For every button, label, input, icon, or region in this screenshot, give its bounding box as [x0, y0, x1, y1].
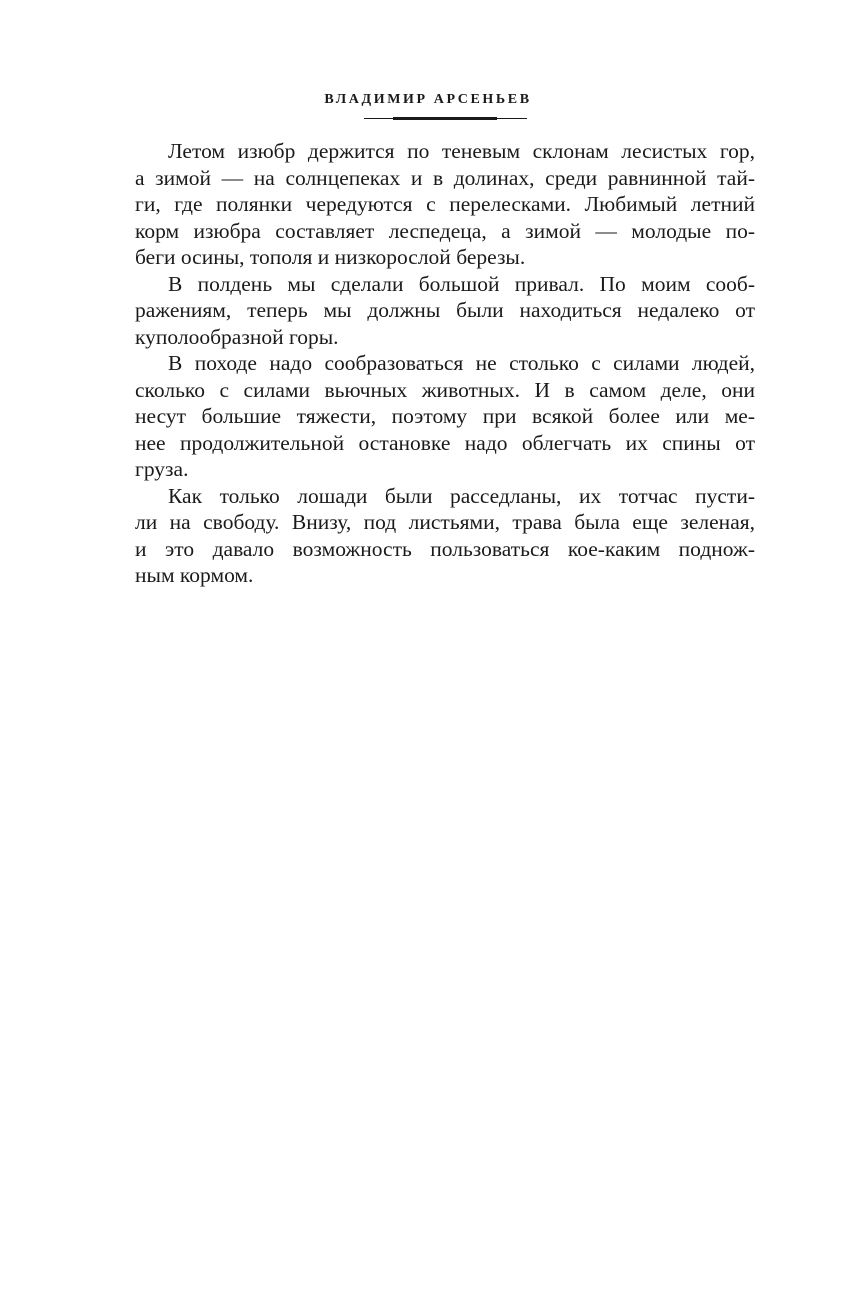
- text-line: нее продолжительной остановке надо облегчать их спины от: [135, 430, 755, 455]
- text-line: несут большие тяжести, поэтому при всякой более или ме-: [135, 404, 755, 428]
- paragraph-4: [135, 483, 755, 589]
- text-line: В походе надо сообразоваться не столько с силами людей,: [168, 351, 755, 375]
- text-line: ли на свободу. Внизу, под листьями, трава была еще зеленая,: [135, 510, 755, 534]
- body-text: [135, 138, 755, 589]
- paragraph-3: [135, 350, 755, 483]
- text-line: ражениям, теперь мы должны были находиться недалеко от: [135, 298, 755, 322]
- paragraph-2: [135, 271, 755, 351]
- text-line: груза.: [135, 457, 189, 481]
- text-line: В полдень мы сделали большой привал. По моим сооб-: [168, 271, 755, 296]
- text-line: беги осины, тополя и низкорослой березы.: [135, 245, 526, 269]
- paragraph-1: [135, 138, 755, 271]
- text-line: корм изюбра составляет леспедеца, а зимой — молодые по-: [135, 218, 755, 243]
- text-line: Летом изюбр держится по теневым склонам лесистых гор,: [168, 139, 755, 163]
- header-rule-thick: [393, 117, 497, 120]
- text-line: ги, где полянки чередуются с перелесками. Любимый летний: [135, 192, 755, 216]
- running-head-author: ВЛАДИМИР АРСЕНЬЕВ: [324, 92, 532, 107]
- text-line: и это давало возможность пользоваться кое-каким поднож-: [135, 536, 755, 561]
- text-line: ным кормом.: [135, 563, 254, 587]
- text-line: Как только лошади были расседланы, их тотчас пусти-: [168, 483, 755, 508]
- text-line: а зимой — на солнцепеках и в долинах, среди равнинной тай-: [135, 165, 755, 190]
- text-line: куполообразной горы.: [135, 324, 339, 349]
- text-line: сколько с силами вьючных животных. И в самом деле, они: [135, 377, 755, 402]
